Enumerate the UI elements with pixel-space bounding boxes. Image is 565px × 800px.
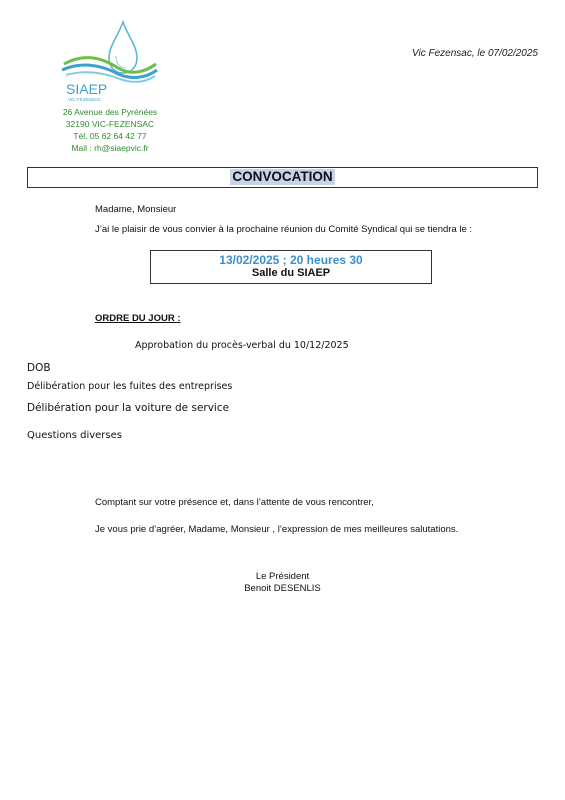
water-drop-logo-icon	[60, 18, 160, 103]
agenda-item: Délibération pour les fuites des entreprises	[27, 381, 233, 392]
agenda-item: Questions diverses	[27, 430, 122, 441]
meeting-datetime: 13/02/2025 ; 20 heures 30	[219, 253, 363, 267]
closing-line-1: Comptant sur votre présence et, dans l’attente de vous rencontrer,	[95, 497, 374, 508]
agenda-title: ORDRE DU JOUR :	[95, 313, 181, 324]
address-city: 32190 VIC-FEZENSAC	[65, 119, 155, 129]
agenda-item: DOB	[27, 362, 51, 374]
greeting: Madame, Monsieur	[95, 204, 177, 215]
logo-text: SIAEP	[66, 81, 108, 97]
signature-block	[230, 571, 335, 595]
siaep-logo	[60, 18, 160, 103]
address-mail: Mail : rh@siaepvic.fr	[71, 143, 149, 153]
address-block	[50, 106, 170, 154]
agenda-item: Approbation du procès-verbal du 10/12/2025	[135, 340, 349, 351]
signature-name: Benoit DESENLIS	[244, 583, 321, 594]
meeting-place: Salle du SIAEP	[251, 267, 331, 279]
closing-line-2: Je vous prie d’agréer, Madame, Monsieur , l’expression de mes meilleures salutations.	[95, 524, 459, 535]
signature-role: Le Président	[255, 571, 310, 582]
meeting-box	[150, 250, 432, 284]
address-street: 26 Avenue des Pyrénées	[62, 107, 158, 117]
address-phone: Tél. 05 62 64 42 77	[73, 131, 147, 141]
agenda-item: Délibération pour la voiture de service	[27, 402, 230, 414]
document-title: CONVOCATION	[232, 169, 333, 184]
logo-subtext: VIC-FEZENSAC	[68, 97, 102, 102]
title-banner	[27, 167, 538, 188]
place-date: Vic Fezensac, le 07/02/2025	[411, 48, 538, 59]
intro-text: J’ai le plaisir de vous convier à la prochaine réunion du Comité Syndical qui se tiendra le :	[95, 224, 473, 235]
